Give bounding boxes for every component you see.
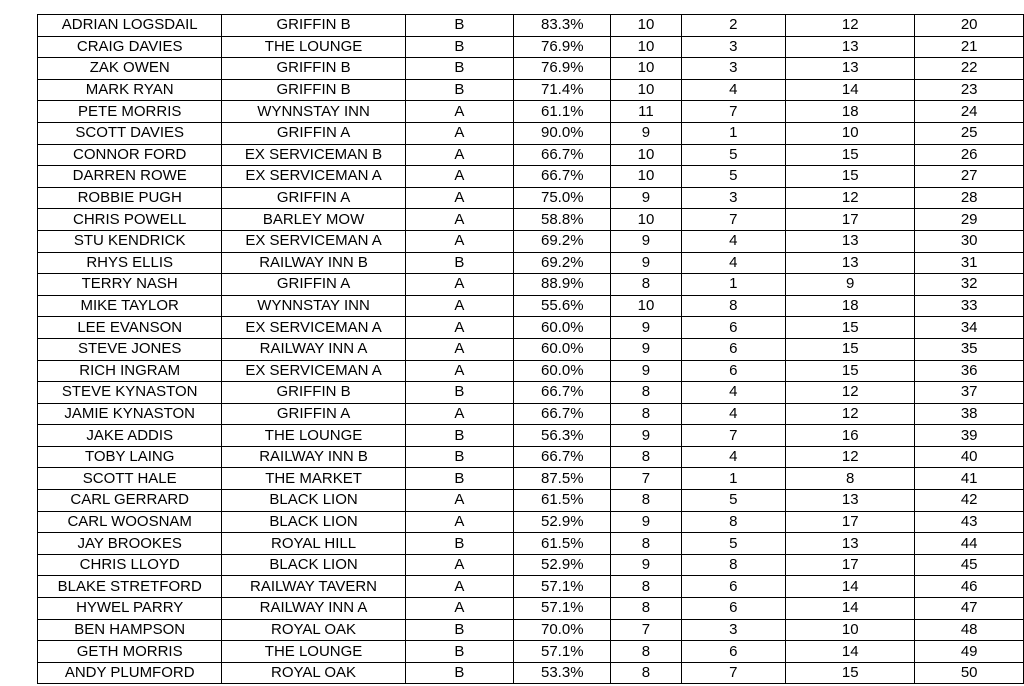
team-name-cell: GRIFFIN A (222, 122, 405, 144)
played-cell: 14 (786, 79, 915, 101)
rank-position-cell: 37 (915, 382, 1024, 404)
played-cell: 9 (786, 274, 915, 296)
table-row (38, 490, 1024, 512)
table-row (38, 554, 1024, 576)
player-name-cell: STEVE JONES (38, 338, 222, 360)
win-percentage-cell: 60.0% (514, 338, 611, 360)
wins-cell: 8 (611, 403, 681, 425)
rank-position-cell: 27 (915, 166, 1024, 188)
losses-cell: 4 (681, 79, 786, 101)
player-name-cell: MIKE TAYLOR (38, 295, 222, 317)
team-name-cell: BLACK LION (222, 490, 405, 512)
player-name-cell: CHRIS LLOYD (38, 554, 222, 576)
losses-cell: 7 (681, 425, 786, 447)
played-cell: 15 (786, 317, 915, 339)
losses-cell: 6 (681, 338, 786, 360)
table-row (38, 641, 1024, 663)
played-cell: 12 (786, 382, 915, 404)
wins-cell: 8 (611, 598, 681, 620)
losses-cell: 3 (681, 619, 786, 641)
table-row (38, 425, 1024, 447)
team-name-cell: EX SERVICEMAN B (222, 144, 405, 166)
player-name-cell: JAKE ADDIS (38, 425, 222, 447)
division-cell: B (405, 79, 514, 101)
played-cell: 12 (786, 187, 915, 209)
rank-position-cell: 42 (915, 490, 1024, 512)
win-percentage-cell: 60.0% (514, 360, 611, 382)
rank-position-cell: 25 (915, 122, 1024, 144)
rank-position-cell: 20 (915, 15, 1024, 37)
division-cell: A (405, 511, 514, 533)
losses-cell: 8 (681, 511, 786, 533)
win-percentage-cell: 66.7% (514, 144, 611, 166)
table-row (38, 511, 1024, 533)
team-name-cell: EX SERVICEMAN A (222, 360, 405, 382)
losses-cell: 6 (681, 360, 786, 382)
table-row (38, 468, 1024, 490)
played-cell: 12 (786, 403, 915, 425)
played-cell: 13 (786, 230, 915, 252)
rank-position-cell: 22 (915, 58, 1024, 80)
player-name-cell: SCOTT HALE (38, 468, 222, 490)
team-name-cell: BARLEY MOW (222, 209, 405, 231)
player-name-cell: BLAKE STRETFORD (38, 576, 222, 598)
win-percentage-cell: 88.9% (514, 274, 611, 296)
rank-position-cell: 30 (915, 230, 1024, 252)
team-name-cell: EX SERVICEMAN A (222, 230, 405, 252)
player-name-cell: SCOTT DAVIES (38, 122, 222, 144)
rank-position-cell: 48 (915, 619, 1024, 641)
table-row (38, 122, 1024, 144)
division-cell: A (405, 403, 514, 425)
player-name-cell: CARL WOOSNAM (38, 511, 222, 533)
team-name-cell: RAILWAY INN B (222, 446, 405, 468)
team-name-cell: BLACK LION (222, 554, 405, 576)
table-row (38, 166, 1024, 188)
win-percentage-cell: 55.6% (514, 295, 611, 317)
team-name-cell: BLACK LION (222, 511, 405, 533)
table-row (38, 274, 1024, 296)
table-row (38, 79, 1024, 101)
played-cell: 13 (786, 58, 915, 80)
rank-position-cell: 44 (915, 533, 1024, 555)
wins-cell: 10 (611, 36, 681, 58)
losses-cell: 6 (681, 598, 786, 620)
played-cell: 14 (786, 598, 915, 620)
table-row (38, 101, 1024, 123)
table-row (38, 317, 1024, 339)
table-row (38, 576, 1024, 598)
losses-cell: 1 (681, 122, 786, 144)
win-percentage-cell: 58.8% (514, 209, 611, 231)
wins-cell: 10 (611, 209, 681, 231)
division-cell: B (405, 382, 514, 404)
player-name-cell: JAY BROOKES (38, 533, 222, 555)
division-cell: B (405, 446, 514, 468)
division-cell: B (405, 425, 514, 447)
division-cell: A (405, 274, 514, 296)
wins-cell: 10 (611, 15, 681, 37)
team-name-cell: ROYAL HILL (222, 533, 405, 555)
played-cell: 18 (786, 101, 915, 123)
win-percentage-cell: 57.1% (514, 576, 611, 598)
division-cell: B (405, 619, 514, 641)
wins-cell: 10 (611, 79, 681, 101)
rank-position-cell: 39 (915, 425, 1024, 447)
wins-cell: 9 (611, 187, 681, 209)
team-name-cell: WYNNSTAY INN (222, 101, 405, 123)
win-percentage-cell: 52.9% (514, 511, 611, 533)
player-name-cell: JAMIE KYNASTON (38, 403, 222, 425)
win-percentage-cell: 57.1% (514, 598, 611, 620)
player-name-cell: CRAIG DAVIES (38, 36, 222, 58)
win-percentage-cell: 69.2% (514, 230, 611, 252)
division-cell: A (405, 576, 514, 598)
rankings-table-body (38, 15, 1024, 684)
team-name-cell: ROYAL OAK (222, 662, 405, 684)
rank-position-cell: 31 (915, 252, 1024, 274)
team-name-cell: GRIFFIN B (222, 79, 405, 101)
rank-position-cell: 47 (915, 598, 1024, 620)
team-name-cell: RAILWAY INN A (222, 338, 405, 360)
win-percentage-cell: 57.1% (514, 641, 611, 663)
losses-cell: 5 (681, 533, 786, 555)
table-row (38, 209, 1024, 231)
rank-position-cell: 33 (915, 295, 1024, 317)
division-cell: A (405, 598, 514, 620)
losses-cell: 6 (681, 641, 786, 663)
wins-cell: 8 (611, 576, 681, 598)
team-name-cell: ROYAL OAK (222, 619, 405, 641)
player-name-cell: ZAK OWEN (38, 58, 222, 80)
wins-cell: 8 (611, 641, 681, 663)
wins-cell: 9 (611, 425, 681, 447)
rank-position-cell: 24 (915, 101, 1024, 123)
losses-cell: 7 (681, 209, 786, 231)
rank-position-cell: 45 (915, 554, 1024, 576)
wins-cell: 9 (611, 252, 681, 274)
table-row (38, 403, 1024, 425)
rank-position-cell: 49 (915, 641, 1024, 663)
played-cell: 17 (786, 554, 915, 576)
team-name-cell: RAILWAY INN B (222, 252, 405, 274)
win-percentage-cell: 75.0% (514, 187, 611, 209)
wins-cell: 7 (611, 619, 681, 641)
table-row (38, 58, 1024, 80)
rankings-table (37, 14, 1024, 684)
rank-position-cell: 36 (915, 360, 1024, 382)
rank-position-cell: 26 (915, 144, 1024, 166)
win-percentage-cell: 66.7% (514, 403, 611, 425)
played-cell: 15 (786, 360, 915, 382)
wins-cell: 9 (611, 511, 681, 533)
player-name-cell: ROBBIE PUGH (38, 187, 222, 209)
win-percentage-cell: 66.7% (514, 446, 611, 468)
played-cell: 12 (786, 15, 915, 37)
played-cell: 13 (786, 36, 915, 58)
player-name-cell: BEN HAMPSON (38, 619, 222, 641)
player-name-cell: CARL GERRARD (38, 490, 222, 512)
table-row (38, 533, 1024, 555)
losses-cell: 8 (681, 554, 786, 576)
losses-cell: 6 (681, 576, 786, 598)
division-cell: A (405, 187, 514, 209)
wins-cell: 8 (611, 490, 681, 512)
team-name-cell: RAILWAY TAVERN (222, 576, 405, 598)
player-name-cell: CHRIS POWELL (38, 209, 222, 231)
played-cell: 16 (786, 425, 915, 447)
division-cell: A (405, 360, 514, 382)
team-name-cell: GRIFFIN B (222, 15, 405, 37)
wins-cell: 10 (611, 144, 681, 166)
team-name-cell: EX SERVICEMAN A (222, 166, 405, 188)
division-cell: B (405, 36, 514, 58)
player-name-cell: STEVE KYNASTON (38, 382, 222, 404)
player-name-cell: PETE MORRIS (38, 101, 222, 123)
table-row (38, 187, 1024, 209)
rank-position-cell: 43 (915, 511, 1024, 533)
player-name-cell: CONNOR FORD (38, 144, 222, 166)
wins-cell: 10 (611, 58, 681, 80)
table-row (38, 619, 1024, 641)
wins-cell: 9 (611, 230, 681, 252)
player-name-cell: LEE EVANSON (38, 317, 222, 339)
win-percentage-cell: 70.0% (514, 619, 611, 641)
team-name-cell: GRIFFIN B (222, 58, 405, 80)
team-name-cell: WYNNSTAY INN (222, 295, 405, 317)
rank-position-cell: 34 (915, 317, 1024, 339)
wins-cell: 9 (611, 317, 681, 339)
losses-cell: 7 (681, 662, 786, 684)
losses-cell: 6 (681, 317, 786, 339)
division-cell: A (405, 230, 514, 252)
played-cell: 15 (786, 662, 915, 684)
table-row (38, 360, 1024, 382)
win-percentage-cell: 66.7% (514, 166, 611, 188)
played-cell: 8 (786, 468, 915, 490)
table-row (38, 446, 1024, 468)
win-percentage-cell: 76.9% (514, 58, 611, 80)
losses-cell: 2 (681, 15, 786, 37)
played-cell: 14 (786, 576, 915, 598)
losses-cell: 4 (681, 382, 786, 404)
win-percentage-cell: 61.1% (514, 101, 611, 123)
table-row (38, 295, 1024, 317)
division-cell: B (405, 252, 514, 274)
division-cell: B (405, 662, 514, 684)
rank-position-cell: 35 (915, 338, 1024, 360)
player-name-cell: ADRIAN LOGSDAIL (38, 15, 222, 37)
rank-position-cell: 46 (915, 576, 1024, 598)
wins-cell: 9 (611, 554, 681, 576)
played-cell: 15 (786, 338, 915, 360)
team-name-cell: GRIFFIN A (222, 274, 405, 296)
played-cell: 10 (786, 122, 915, 144)
played-cell: 15 (786, 166, 915, 188)
wins-cell: 8 (611, 662, 681, 684)
player-name-cell: TOBY LAING (38, 446, 222, 468)
table-row (38, 144, 1024, 166)
player-name-cell: STU KENDRICK (38, 230, 222, 252)
wins-cell: 8 (611, 274, 681, 296)
team-name-cell: GRIFFIN A (222, 403, 405, 425)
losses-cell: 1 (681, 468, 786, 490)
win-percentage-cell: 90.0% (514, 122, 611, 144)
division-cell: A (405, 317, 514, 339)
rankings-sheet (37, 14, 1024, 684)
table-row (38, 598, 1024, 620)
rank-position-cell: 50 (915, 662, 1024, 684)
win-percentage-cell: 71.4% (514, 79, 611, 101)
division-cell: B (405, 58, 514, 80)
player-name-cell: GETH MORRIS (38, 641, 222, 663)
win-percentage-cell: 76.9% (514, 36, 611, 58)
division-cell: A (405, 295, 514, 317)
losses-cell: 3 (681, 58, 786, 80)
rank-position-cell: 38 (915, 403, 1024, 425)
team-name-cell: GRIFFIN B (222, 382, 405, 404)
division-cell: B (405, 15, 514, 37)
win-percentage-cell: 61.5% (514, 533, 611, 555)
rank-position-cell: 41 (915, 468, 1024, 490)
played-cell: 13 (786, 490, 915, 512)
wins-cell: 7 (611, 468, 681, 490)
division-cell: B (405, 468, 514, 490)
division-cell: B (405, 641, 514, 663)
played-cell: 13 (786, 533, 915, 555)
played-cell: 12 (786, 446, 915, 468)
win-percentage-cell: 87.5% (514, 468, 611, 490)
team-name-cell: THE MARKET (222, 468, 405, 490)
table-row (38, 36, 1024, 58)
played-cell: 15 (786, 144, 915, 166)
losses-cell: 4 (681, 446, 786, 468)
table-row (38, 382, 1024, 404)
player-name-cell: ANDY PLUMFORD (38, 662, 222, 684)
losses-cell: 5 (681, 490, 786, 512)
table-row (38, 662, 1024, 684)
win-percentage-cell: 83.3% (514, 15, 611, 37)
played-cell: 10 (786, 619, 915, 641)
win-percentage-cell: 56.3% (514, 425, 611, 447)
rank-position-cell: 40 (915, 446, 1024, 468)
player-name-cell: TERRY NASH (38, 274, 222, 296)
rank-position-cell: 32 (915, 274, 1024, 296)
division-cell: A (405, 101, 514, 123)
wins-cell: 9 (611, 122, 681, 144)
wins-cell: 9 (611, 338, 681, 360)
division-cell: A (405, 554, 514, 576)
played-cell: 14 (786, 641, 915, 663)
player-name-cell: RHYS ELLIS (38, 252, 222, 274)
win-percentage-cell: 69.2% (514, 252, 611, 274)
rank-position-cell: 21 (915, 36, 1024, 58)
team-name-cell: THE LOUNGE (222, 641, 405, 663)
team-name-cell: GRIFFIN A (222, 187, 405, 209)
played-cell: 18 (786, 295, 915, 317)
losses-cell: 4 (681, 252, 786, 274)
table-row (38, 230, 1024, 252)
win-percentage-cell: 66.7% (514, 382, 611, 404)
rank-position-cell: 23 (915, 79, 1024, 101)
team-name-cell: EX SERVICEMAN A (222, 317, 405, 339)
losses-cell: 5 (681, 144, 786, 166)
wins-cell: 10 (611, 295, 681, 317)
division-cell: A (405, 338, 514, 360)
win-percentage-cell: 52.9% (514, 554, 611, 576)
team-name-cell: RAILWAY INN A (222, 598, 405, 620)
player-name-cell: RICH INGRAM (38, 360, 222, 382)
win-percentage-cell: 61.5% (514, 490, 611, 512)
division-cell: A (405, 122, 514, 144)
division-cell: A (405, 166, 514, 188)
wins-cell: 9 (611, 360, 681, 382)
division-cell: A (405, 144, 514, 166)
losses-cell: 4 (681, 403, 786, 425)
player-name-cell: DARREN ROWE (38, 166, 222, 188)
division-cell: A (405, 490, 514, 512)
player-name-cell: MARK RYAN (38, 79, 222, 101)
wins-cell: 10 (611, 166, 681, 188)
rank-position-cell: 28 (915, 187, 1024, 209)
played-cell: 17 (786, 209, 915, 231)
losses-cell: 7 (681, 101, 786, 123)
losses-cell: 3 (681, 36, 786, 58)
division-cell: B (405, 533, 514, 555)
team-name-cell: THE LOUNGE (222, 36, 405, 58)
win-percentage-cell: 60.0% (514, 317, 611, 339)
wins-cell: 8 (611, 533, 681, 555)
losses-cell: 1 (681, 274, 786, 296)
table-row (38, 338, 1024, 360)
played-cell: 17 (786, 511, 915, 533)
table-row (38, 252, 1024, 274)
division-cell: A (405, 209, 514, 231)
wins-cell: 8 (611, 446, 681, 468)
losses-cell: 3 (681, 187, 786, 209)
wins-cell: 8 (611, 382, 681, 404)
player-name-cell: HYWEL PARRY (38, 598, 222, 620)
win-percentage-cell: 53.3% (514, 662, 611, 684)
team-name-cell: THE LOUNGE (222, 425, 405, 447)
losses-cell: 5 (681, 166, 786, 188)
losses-cell: 8 (681, 295, 786, 317)
wins-cell: 11 (611, 101, 681, 123)
losses-cell: 4 (681, 230, 786, 252)
played-cell: 13 (786, 252, 915, 274)
table-row (38, 15, 1024, 37)
rank-position-cell: 29 (915, 209, 1024, 231)
